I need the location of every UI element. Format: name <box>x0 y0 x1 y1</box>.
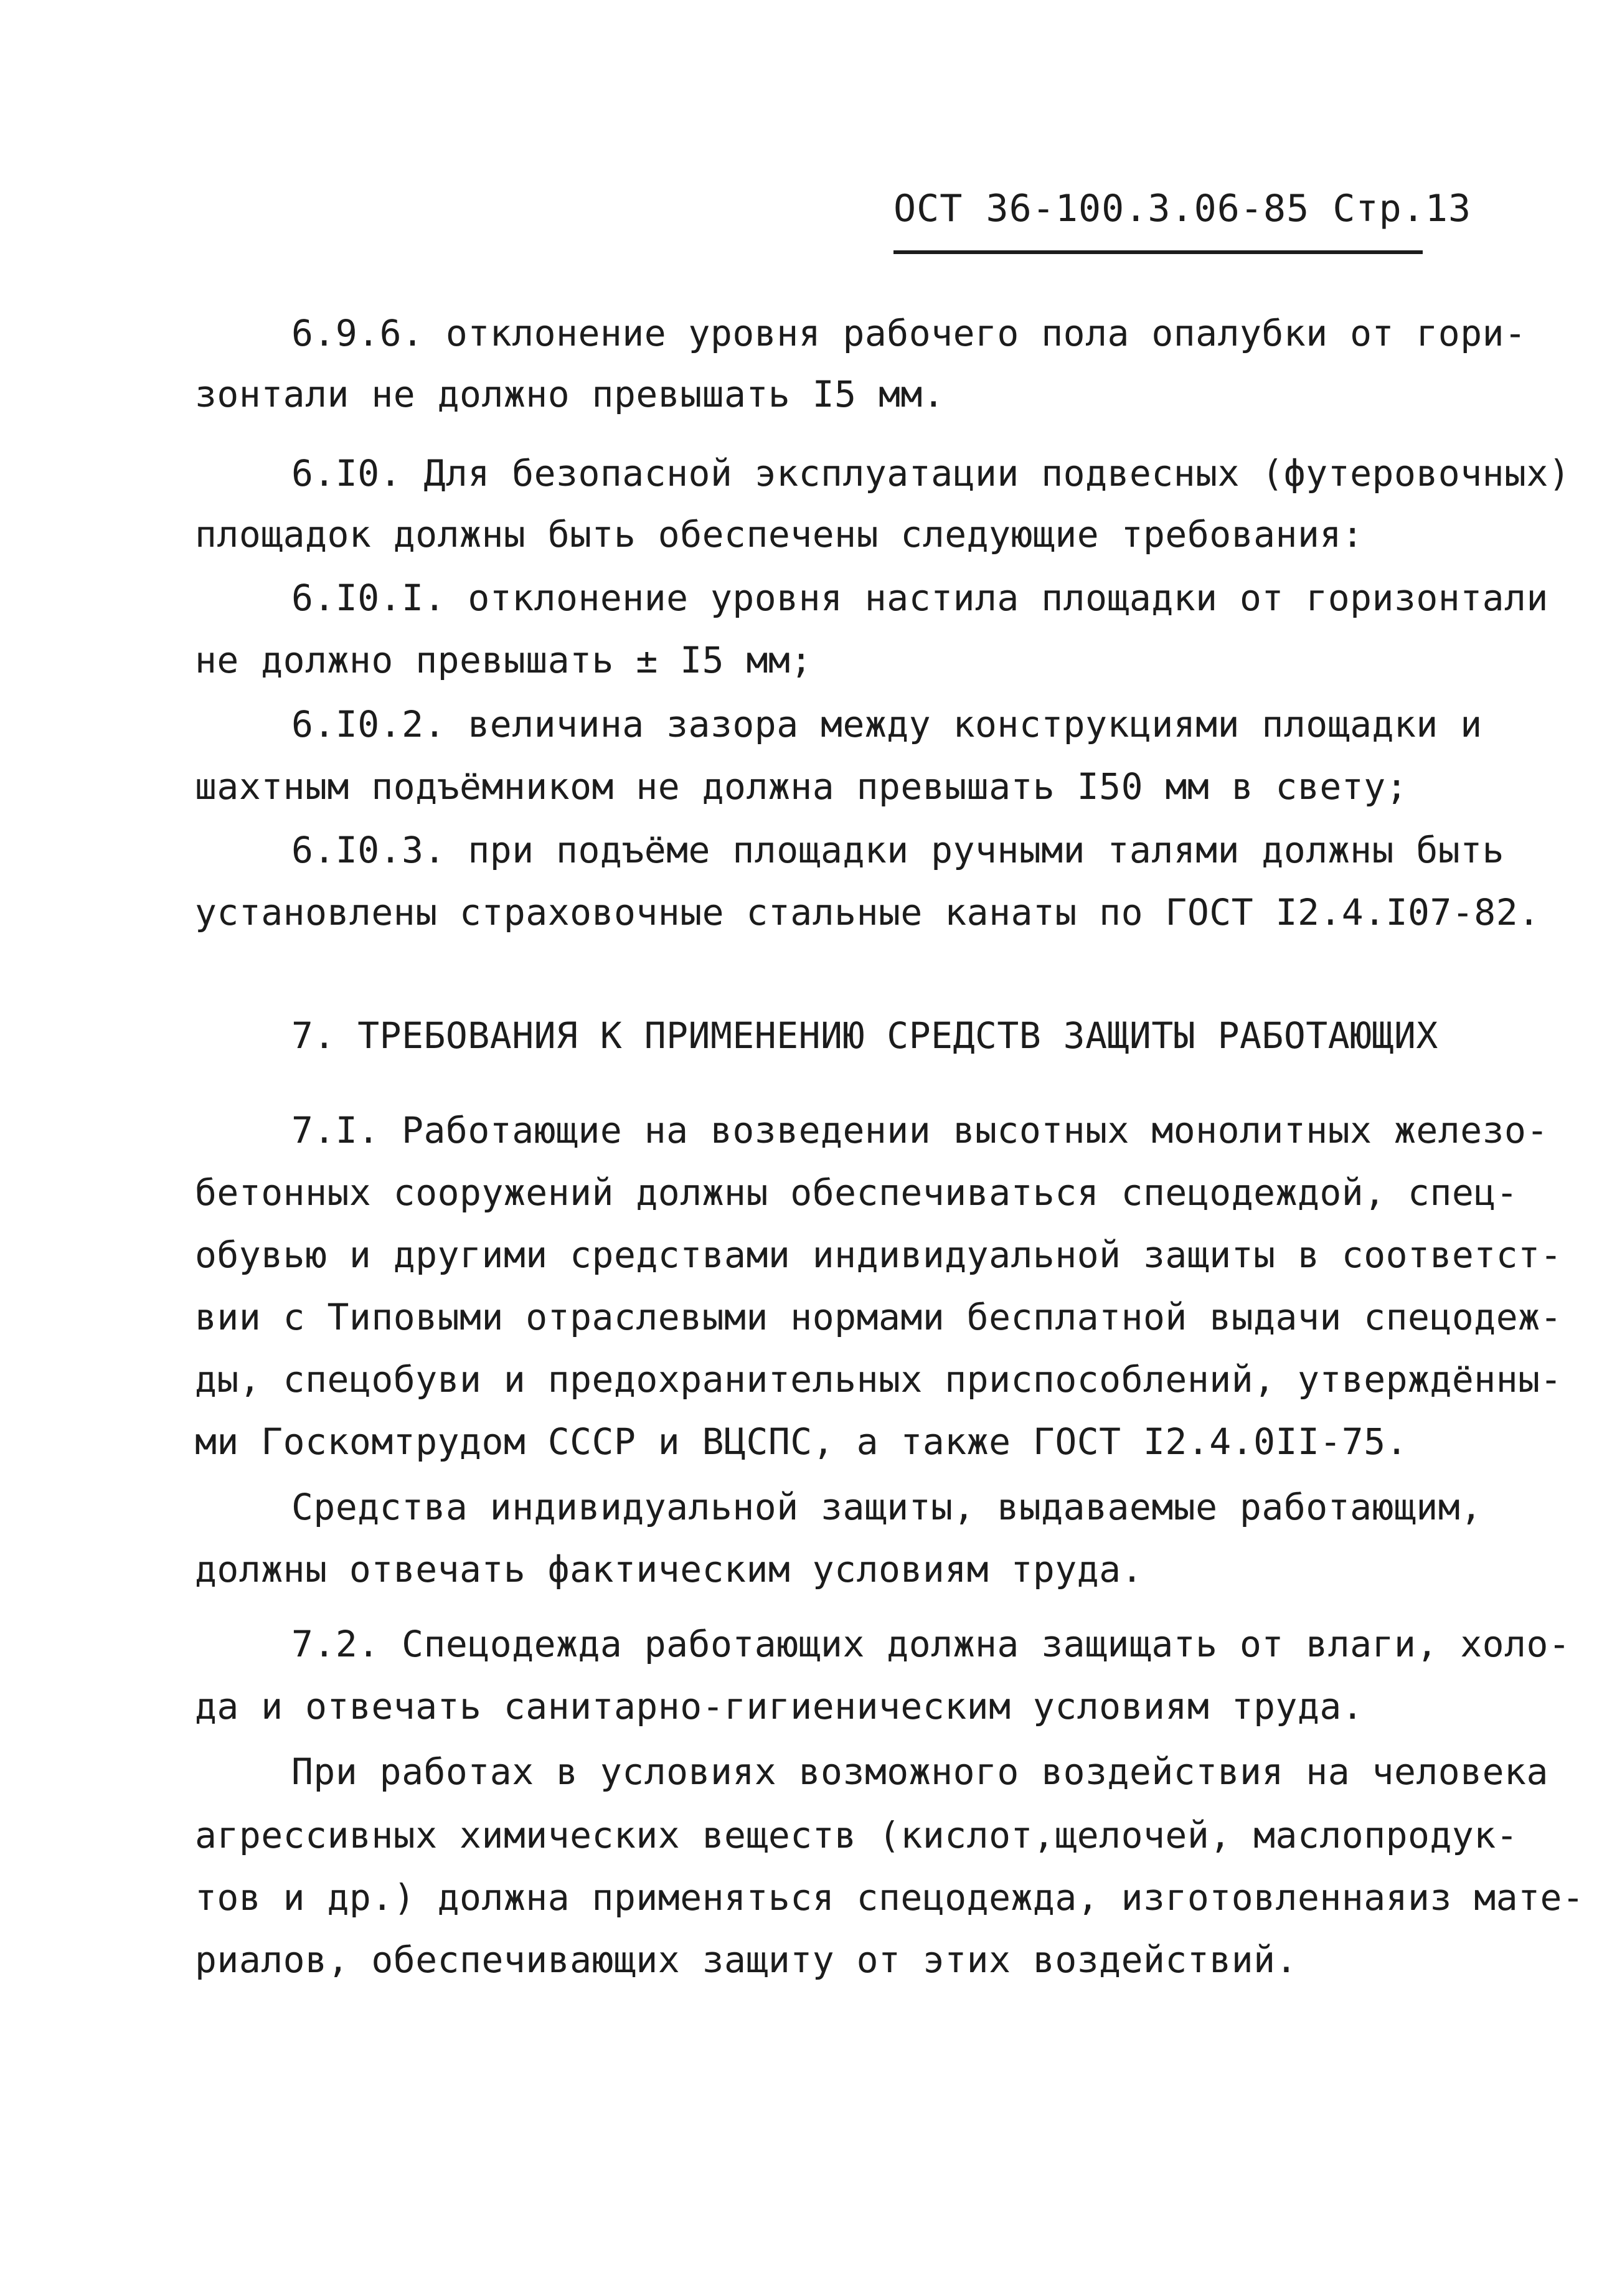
text-line: Средства индивидуальной защиты, выдаваемые работающим, <box>291 1486 1482 1528</box>
text-line: площадок должны быть обеспечены следующие требования: <box>195 513 1364 555</box>
text-line: бетонных сооружений должны обеспечиваться спецодеждой, спец- <box>195 1171 1519 1214</box>
text-line: тов и др.) должна применяться спецодежда, изготовленнаяиз мате- <box>195 1876 1585 1919</box>
text-line: агрессивных химических веществ (кислот,щелочей, маслопродук- <box>195 1814 1519 1856</box>
text-line: не должно превышать ± I5 мм; <box>195 639 813 681</box>
text-line: 6.I0. Для безопасной эксплуатации подвесных (футеровочных) <box>291 452 1571 494</box>
text-line: должны отвечать фактическим условиям труда. <box>195 1548 1144 1590</box>
text-line: да и отвечать санитарно-гигиеническим условиям труда. <box>195 1685 1364 1727</box>
text-line: 6.I0.I. отклонение уровня настила площадки от горизонтали <box>291 577 1548 619</box>
text-line: При работах в условиях возможного воздействия на человека <box>291 1750 1548 1793</box>
text-line: шахтным подъёмником не должна превышать I50 мм в свету; <box>195 765 1408 808</box>
text-line: ми Госкомтрудом СССР и ВЦСПС, а также ГОСТ I2.4.0II-75. <box>195 1420 1408 1463</box>
text-line: ды, спецобуви и предохранительных приспособлений, утверждённы- <box>195 1358 1562 1401</box>
text-line: вии с Типовыми отраслевыми нормами бесплатной выдачи спецодеж- <box>195 1296 1562 1338</box>
document-header-ref: ОСТ 36-100.3.06-85 Стр.13 <box>893 187 1472 230</box>
text-line: установлены страховочные стальные канаты по ГОСТ I2.4.I07-82. <box>195 891 1540 933</box>
section-heading: 7. ТРЕБОВАНИЯ К ПРИМЕНЕНИЮ СРЕДСТВ ЗАЩИТЫ РАБОТАЮЩИХ <box>291 1014 1438 1057</box>
text-line: 6.I0.3. при подъёме площадки ручными талями должны быть <box>291 829 1505 871</box>
text-line: зонтали не должно превышать I5 мм. <box>195 373 945 415</box>
text-line: 7.2. Спецодежда работающих должна защищать от влаги, холо- <box>291 1623 1571 1665</box>
text-line: риалов, обеспечивающих защиту от этих воздействий. <box>195 1939 1298 1981</box>
header-underline <box>893 250 1423 254</box>
text-line: 7.I. Работающие на возведении высотных монолитных железо- <box>291 1109 1548 1151</box>
text-line: обувью и другими средствами индивидуальной защиты в соответст- <box>195 1234 1562 1276</box>
text-line: 6.I0.2. величина зазора между конструкциями площадки и <box>291 703 1482 745</box>
text-line: 6.9.6. отклонение уровня рабочего пола опалубки от гори- <box>291 312 1527 354</box>
